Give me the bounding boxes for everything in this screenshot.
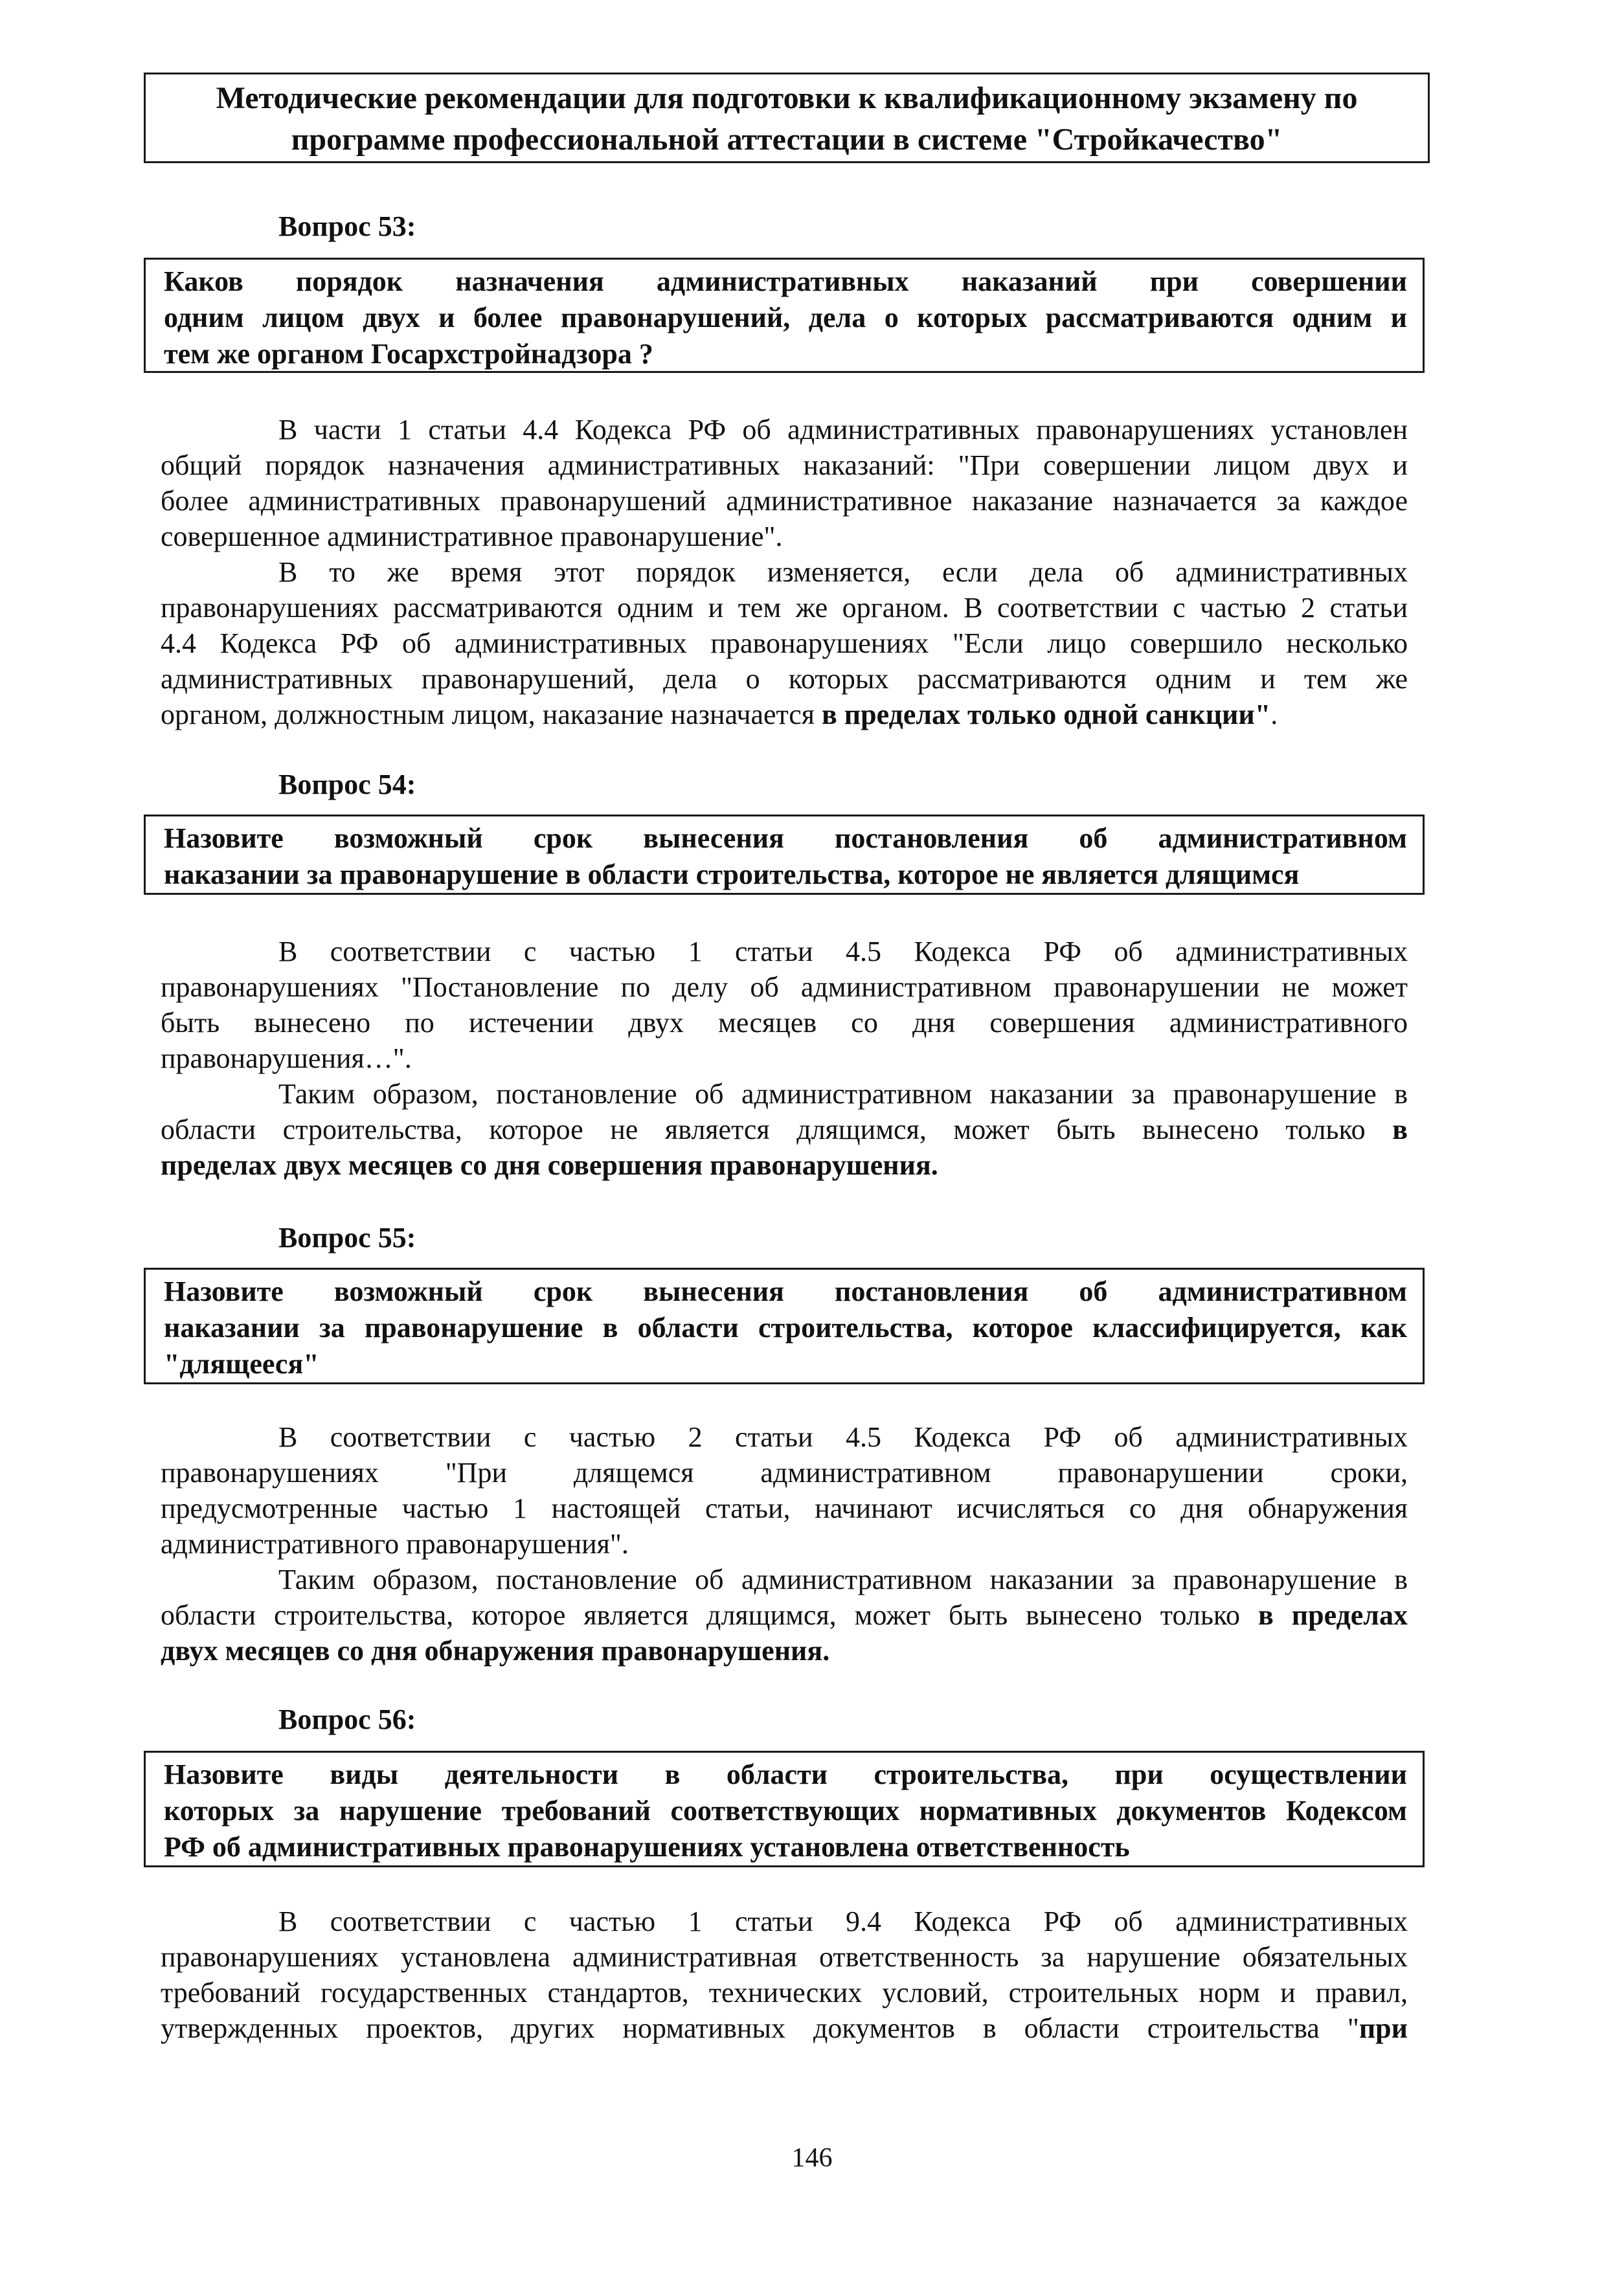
question-54-box	[144, 815, 1425, 895]
header-line-1: Методические рекомендации для подготовки к квалификационному экзамену по	[216, 81, 1358, 115]
text-line: В части 1 статьи 4.4 Кодекса РФ об административных правонарушениях установлен	[278, 414, 1408, 445]
answer-55-paragraph-1	[161, 1419, 1408, 1562]
text-line: 4.4 Кодекса РФ об административных правонарушениях "Если лицо совершило несколько	[161, 627, 1408, 659]
text-line: правонарушениях установлена административная ответственность за нарушение обязательных	[161, 1941, 1408, 1973]
text-run: утвержденных проектов, других нормативных документов в области строительства "	[161, 2012, 1359, 2044]
question-53-line-2: одним лицом двух и более правонарушений, дела о которых рассматриваются одним и	[164, 302, 1407, 333]
text-line: быть вынесено по истечении двух месяцев со дня совершения административного	[161, 1007, 1408, 1039]
text-line	[161, 1597, 1408, 1633]
question-53-line-3: тем же органом Госархстройнадзора ?	[164, 338, 653, 370]
question-54-line-2: наказании за правонарушение в области строительства, которое не является длящимся	[164, 859, 1300, 890]
question-56-line-2: которых за нарушение требований соответствующих нормативных документов Кодексом	[164, 1795, 1407, 1827]
header-line-2: программе профессиональной аттестации в системе "Стройкачество"	[291, 122, 1283, 157]
text-line	[161, 1147, 1408, 1183]
question-53-label: Вопрос 53:	[278, 210, 416, 242]
text-line: Таким образом, постановление об административном наказании за правонарушение в	[278, 1078, 1408, 1110]
question-53-line-1: Каков порядок назначения административных наказаний при совершении	[164, 265, 1407, 297]
question-55-line-3: "длящееся"	[164, 1348, 319, 1380]
bold-text-run: в	[1392, 1114, 1408, 1145]
page-number: 146	[791, 2143, 833, 2173]
text-line	[161, 1633, 1408, 1669]
text-line: правонарушениях "При длящемся административном правонарушении сроки,	[161, 1457, 1408, 1489]
text-line: совершенное административное правонарушение".	[161, 521, 783, 552]
bold-text-run: двух месяцев со дня обнаружения правонарушения.	[161, 1635, 830, 1667]
question-53-box	[144, 258, 1425, 373]
text-line: предусмотренные частью 1 настоящей статьи, начинают исчисляться со дня обнаружения	[161, 1492, 1408, 1524]
answer-56-paragraph-1	[161, 1904, 1408, 2046]
question-56-line-3: РФ об административных правонарушениях установлена ответственность	[164, 1831, 1130, 1863]
bold-text-run: пределах двух месяцев со дня совершения правонарушения.	[161, 1149, 938, 1181]
text-line: общий порядок назначения административных наказаний: "При совершении лицом двух и	[161, 449, 1408, 481]
question-56-line-1: Назовите виды деятельности в области строительства, при осуществлении	[164, 1759, 1407, 1790]
answer-53-paragraph-1	[161, 412, 1408, 554]
question-56-label: Вопрос 56:	[278, 1704, 416, 1735]
text-run: области строительства, которое не является длящимся, может быть вынесено только	[161, 1114, 1393, 1145]
text-line	[161, 1112, 1408, 1147]
text-line: правонарушениях "Постановление по делу об административном правонарушении не может	[161, 971, 1408, 1003]
text-line: В соответствии с частью 1 статьи 4.5 Кодекса РФ об административных	[278, 936, 1408, 967]
bold-text-run: в пределах только одной санкции"	[822, 699, 1271, 730]
question-55-label: Вопрос 55:	[278, 1222, 416, 1254]
answer-53-paragraph-2	[161, 554, 1408, 732]
text-line	[161, 2010, 1408, 2046]
bold-text-run: при	[1359, 2012, 1408, 2044]
text-line: В соответствии с частью 1 статьи 9.4 Кодекса РФ об административных	[278, 1906, 1408, 1937]
text-line: требований государственных стандартов, технических условий, строительных норм и правил,	[161, 1977, 1408, 2008]
question-55-line-2: наказании за правонарушение в области строительства, которое классифицируется, как	[164, 1312, 1407, 1344]
text-line	[161, 697, 1408, 732]
question-56-box	[144, 1751, 1425, 1867]
question-55-line-1: Назовите возможный срок вынесения постановления об административном	[164, 1276, 1407, 1307]
question-54-label: Вопрос 54:	[278, 769, 416, 800]
question-55-box	[144, 1268, 1425, 1384]
text-run: области строительства, которое является длящимся, может быть вынесено только	[161, 1599, 1259, 1631]
text-run: .	[1270, 699, 1278, 730]
answer-54-paragraph-1	[161, 934, 1408, 1076]
text-line: более административных правонарушений административное наказание назначается за каждое	[161, 485, 1408, 517]
text-run: органом, должностным лицом, наказание назначается	[161, 699, 822, 730]
answer-54-paragraph-2	[161, 1076, 1408, 1183]
question-54-line-1: Назовите возможный срок вынесения постановления об административном	[164, 822, 1407, 854]
header-box	[144, 73, 1430, 163]
text-line: В соответствии с частью 2 статьи 4.5 Кодекса РФ об административных	[278, 1421, 1408, 1453]
text-line: правонарушения…".	[161, 1042, 412, 1074]
answer-55-paragraph-2	[161, 1562, 1408, 1669]
bold-text-run: в пределах	[1258, 1599, 1408, 1631]
text-line: административных правонарушений, дела о которых рассматриваются одним и тем же	[161, 663, 1408, 695]
text-line: правонарушениях рассматриваются одним и тем же органом. В соответствии с частью 2 статьи	[161, 592, 1408, 624]
text-line: административного правонарушения".	[161, 1528, 629, 1560]
text-line: В то же время этот порядок изменяется, если дела об административных	[278, 556, 1408, 588]
text-line: Таким образом, постановление об административном наказании за правонарушение в	[278, 1564, 1408, 1595]
